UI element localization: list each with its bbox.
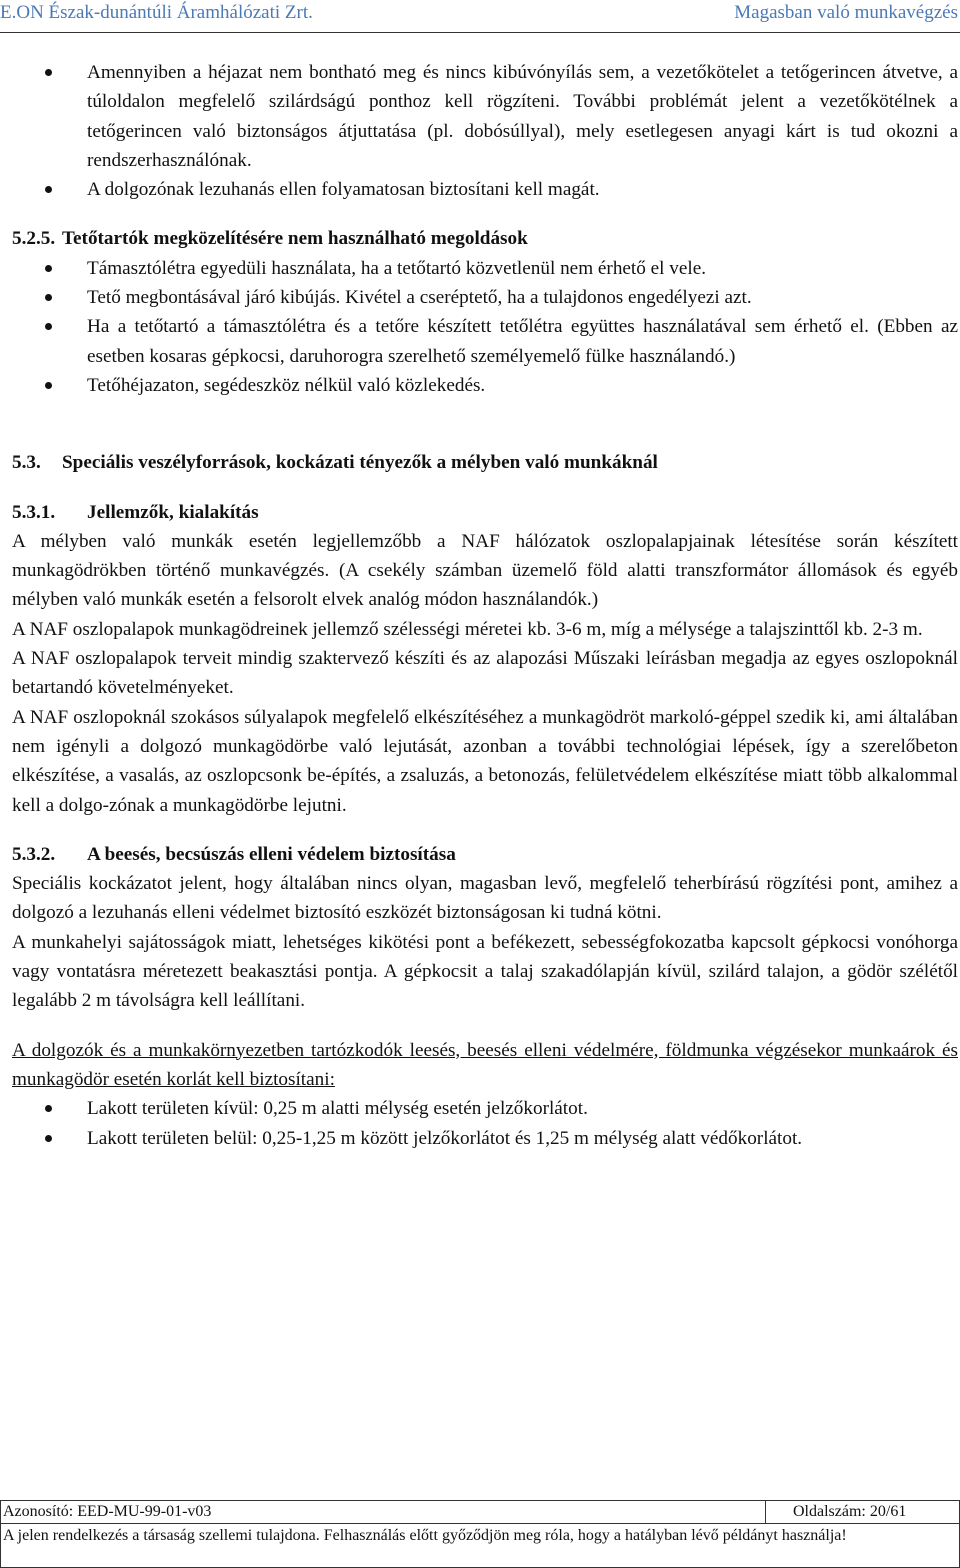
paragraph: A NAF oszlopalapok terveit mindig szaktervező készíti és az alapozási Műszaki leírásban megadja az egyes oszlopoknál betartandó követelményeket.: [12, 648, 958, 699]
footer-notice: A jelen rendelkezés a társaság szellemi tulajdona. Felhasználás előtt győződjön meg róla, hogy a hatályban lévő példányt használja!: [3, 1527, 847, 1544]
paragraph: A NAF oszlopalapok munkagödreinek jellemző szélességi méretei kb. 3-6 m, míg a mélysége a talajszinttől kb. 2-3 m.: [12, 618, 923, 640]
page-header: [0, 0, 960, 33]
section-heading-5-2-5: 5.2.5. Tetőtartók megközelítésére nem használható megoldások: [12, 228, 528, 250]
list-item: Ha a tetőtartó a támasztólétra és a tetőre készített tetőlétra együttes használatával sem érhető el. (Ebben az esetben kosaras gépkocsi, daruhorogra szerelhető személyemelő fülke használandó.): [12, 312, 958, 371]
list-item: Tető megbontásával járó kibújás. Kivétel a cseréptető, ha a tulajdonos engedélyezi azt.: [12, 283, 958, 312]
underlined-requirement: A dolgozók és a munkakörnyezetben tartózkodók leesés, beesés elleni védelmére, földmunka végzésekor munkaárok és munkagödör esetén korlát kell biztosítani:: [12, 1039, 958, 1090]
paragraph: Speciális kockázatot jelent, hogy általában nincs olyan, magasban levő, megfelelő teherbírású rögzítési pont, amihez a dolgozó a lezuhanás elleni védelmet biztosító eszközét biztonságosan ki tudná kötni.: [12, 873, 958, 924]
paragraph: A NAF oszlopoknál szokásos súlyalapok megfelelő elkészítéséhez a munkagödröt markoló-géppel szedik ki, ami általában nem igényli a dolgozó munkagödörbe való lejutását, azonban a további technológiai lépések, így a szerelőbeton elkészítése, a vasalás, az oszlopcsonk be-építés, a zsaluzás, a betonozás, felületvédelem elkészítése miatt több alkalommal kell a dolgo-zónak a munkagödörbe lejutni.: [12, 706, 958, 816]
section-heading-5-3: 5.3. Speciális veszélyforrások, kockázati tényezők a mélyben való munkáknál: [12, 452, 658, 474]
section-heading-5-3-1: 5.3.1. Jellemzők, kialakítás: [12, 501, 259, 523]
list-item: Lakott területen belül: 0,25-1,25 m között jelzőkorlátot és 1,25 m mélység alatt védőkorlátot.: [12, 1124, 958, 1153]
list-item: Amennyiben a héjazat nem bontható meg és nincs kibúvónyílás sem, a vezetőkötelet a tetőgerincen átvetve, a túloldalon megfelelő szilárdságú ponthoz kell rögzíteni. További problémát jelent a vezetőkötélnek a tetőgerincen való biztonságos átjuttatása (pl. dobósúllyal), mely esetlegesen anyagi kárt is tud okozni a rendszerhasználónak.: [12, 58, 958, 175]
section-heading-5-3-2: 5.3.2. A beesés, becsúszás elleni védelem biztosítása: [12, 843, 456, 865]
list-item: A dolgozónak lezuhanás ellen folyamatosan biztosítani kell magát.: [12, 175, 958, 204]
paragraph: A mélyben való munkák esetén legjellemzőbb a NAF hálózatok oszlopalapjainak létesítése során készített munkagödrökben történő munkavégzés. (A csekély számban üzemelő föld alatti transzformátor állomások és egyéb mélyben való munkák esetén a felsorolt elvek analóg módon használandók.): [12, 530, 958, 611]
list-item: Tetőhéjazaton, segédeszköz nélkül való közlekedés.: [12, 371, 958, 400]
header-company: E.ON Észak-dunántúli Áramhálózati Zrt.: [0, 2, 313, 23]
header-doc-title: Magasban való munkavégzés: [734, 2, 958, 23]
page-number: Oldalszám: 20/61: [793, 1503, 907, 1520]
page-footer: [0, 1500, 960, 1568]
document-body: [12, 58, 958, 1153]
list-item: Lakott területen kívül: 0,25 m alatti mélység esetén jelzőkorlátot.: [12, 1094, 958, 1123]
document-identifier: Azonosító: EED-MU-99-01-v03: [3, 1503, 212, 1520]
paragraph: A munkahelyi sajátosságok miatt, lehetséges kikötési pont a befékezett, sebességfokozatba kapcsolt gépkocsi vonóhorga vagy vontatásra méretezett beakasztási pontja. A gépkocsit a talaj szakadólapján kívül, szilárd talajon, a gödör szélétől legalább 2 m távolságra kell leállítani.: [12, 931, 958, 1012]
list-item: Támasztólétra egyedüli használata, ha a tetőtartó közvetlenül nem érhető el vele.: [12, 254, 958, 283]
